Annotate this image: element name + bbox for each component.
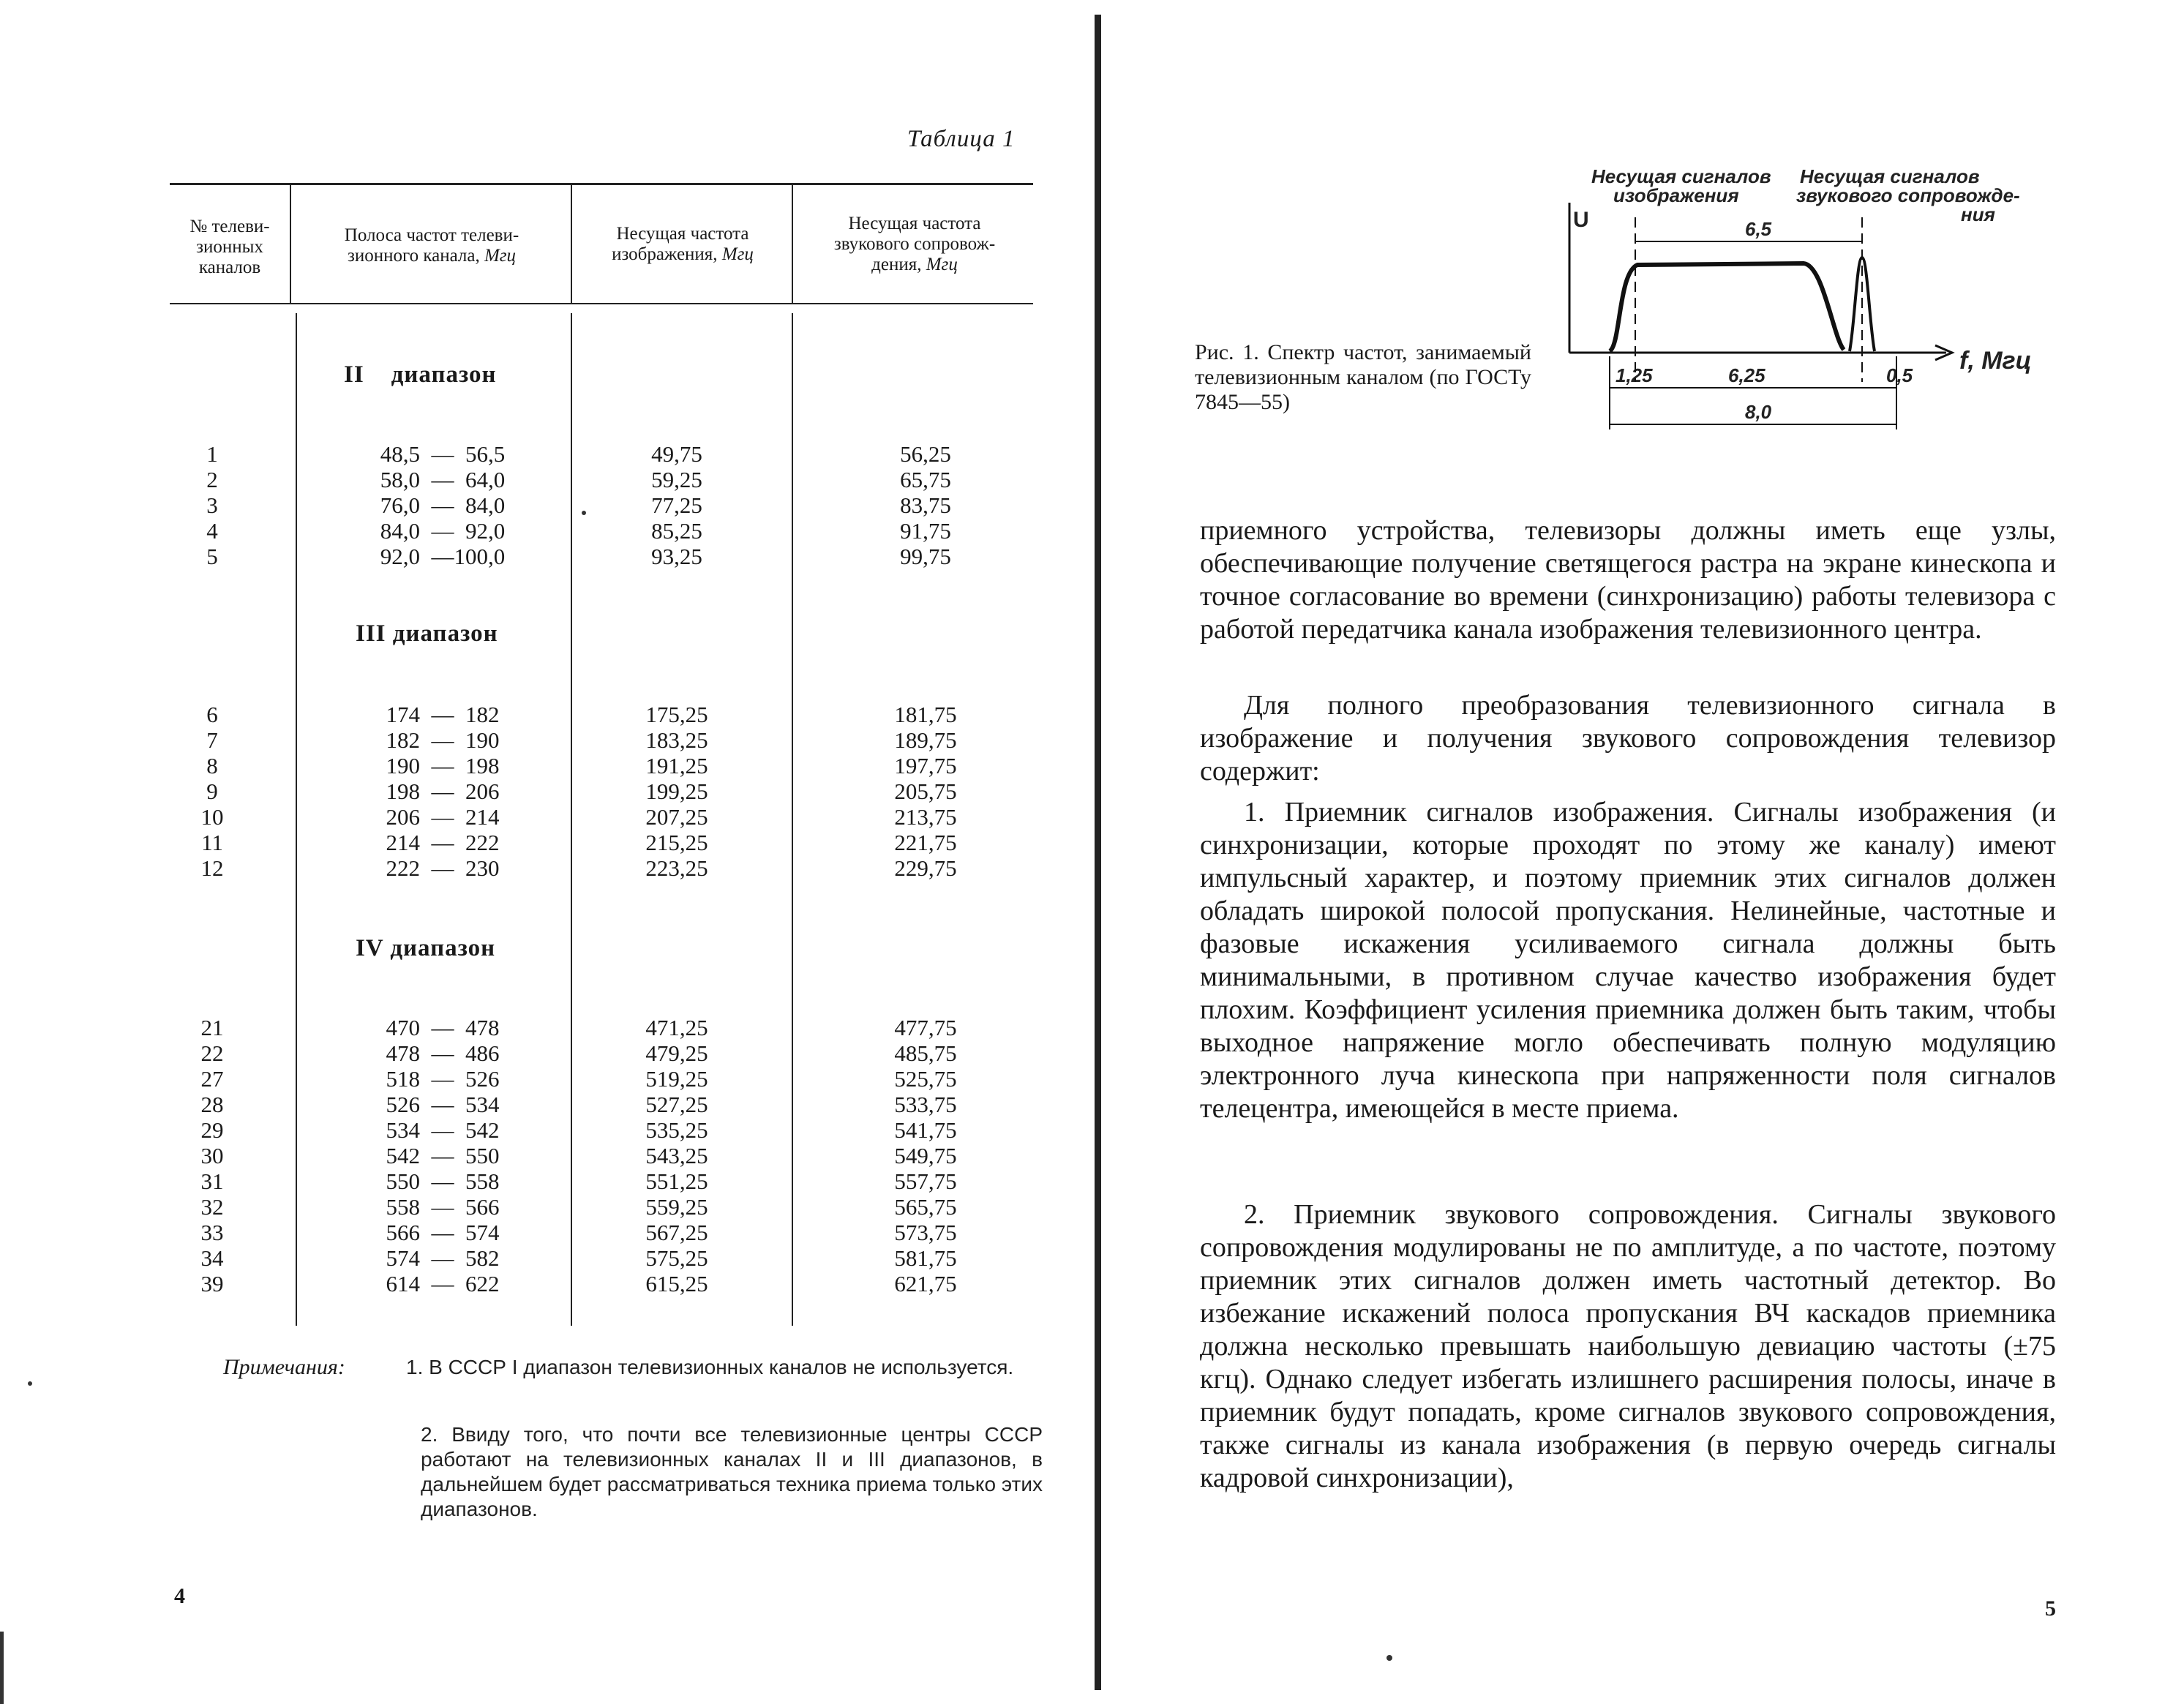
channel-number: 8 — [206, 753, 218, 778]
paragraph-continuation: приемного устройства, телевизоры должны иметь еще узлы, обеспечивающие получение светящегося растра на экране кинескопа и точное согласование во времени (синхронизацию) работы телевизора с работой передатчика канала изображения телевизионного центра. — [1200, 515, 2056, 645]
sound-carrier: 83,75 — [900, 492, 951, 518]
frequency-band: 614 — 622 — [386, 1271, 500, 1296]
image-carrier: 567,25 — [645, 1220, 708, 1245]
page-edge-shadow — [0, 1632, 4, 1704]
image-carrier: 615,25 — [645, 1271, 708, 1296]
sound-carrier: 56,25 — [900, 441, 951, 467]
column-divider — [296, 313, 297, 1326]
label-sound-carrier-line3: ния — [1961, 203, 1995, 225]
header-image-carrier: Несущая частота изображения, Мгц — [612, 224, 754, 264]
section-title: IV диапазон — [356, 935, 496, 961]
frequency-band: 198 — 206 — [386, 778, 500, 804]
image-carrier: 49,75 — [651, 441, 702, 467]
frequency-band: 190 — 198 — [386, 753, 500, 778]
frequency-band: 526 — 534 — [386, 1092, 500, 1117]
sound-carrier: 181,75 — [894, 702, 957, 727]
channel-number: 12 — [200, 855, 224, 881]
dim-carrier-spacing: 6,5 — [1745, 218, 1772, 240]
sound-carrier: 581,75 — [894, 1245, 957, 1271]
image-carrier: 479,25 — [645, 1040, 708, 1066]
image-carrier: 471,25 — [645, 1015, 708, 1040]
channel-number: 21 — [200, 1015, 224, 1040]
label-sound-carrier-line2: звукового сопровожде- — [1796, 184, 2020, 206]
frequency-band: 478 — 486 — [386, 1040, 500, 1066]
image-carrier: 93,25 — [651, 544, 702, 569]
label-sound-carrier-line1: Несущая сигналов — [1800, 165, 1980, 187]
dim-middle: 6,25 — [1728, 364, 1765, 386]
frequency-band: 534 — 542 — [386, 1117, 500, 1143]
sound-carrier: 525,75 — [894, 1066, 957, 1092]
channel-number: 11 — [201, 830, 223, 855]
sound-carrier: 573,75 — [894, 1220, 957, 1245]
frequency-band: 518 — 526 — [386, 1066, 500, 1092]
page-number: 4 — [174, 1584, 185, 1608]
frequency-band: 206 — 214 — [386, 804, 500, 830]
sound-carrier: 541,75 — [894, 1117, 957, 1143]
frequency-band: 214 — 222 — [386, 830, 500, 855]
channel-number: 30 — [200, 1143, 224, 1168]
sound-carrier: 485,75 — [894, 1040, 957, 1066]
sound-carrier: 91,75 — [900, 518, 951, 544]
sound-carrier: 189,75 — [894, 727, 957, 753]
image-carrier: 519,25 — [645, 1066, 708, 1092]
image-carrier: 527,25 — [645, 1092, 708, 1117]
label-image-carrier-line2: изображения — [1613, 184, 1739, 206]
sound-carrier: 197,75 — [894, 753, 957, 778]
column-divider — [792, 184, 793, 304]
sound-carrier: 65,75 — [900, 467, 951, 492]
column-divider — [792, 313, 793, 1326]
section-title: III диапазон — [356, 620, 498, 647]
sound-carrier: 621,75 — [894, 1271, 957, 1296]
image-carrier: 199,25 — [645, 778, 708, 804]
note-1: 1. В СССР I диапазон телевизионных каналов не используется. — [406, 1356, 1014, 1378]
channel-number: 1 — [206, 441, 218, 467]
image-carrier: 175,25 — [645, 702, 708, 727]
dim-total: 8,0 — [1745, 401, 1772, 423]
book-spine — [1095, 15, 1101, 1690]
sound-carrier: 477,75 — [894, 1015, 957, 1040]
dim-upper-edge: 0,5 — [1886, 364, 1913, 386]
dim-lower-edge: 1,25 — [1616, 364, 1653, 386]
frequency-band: 58,0 — 64,0 — [380, 467, 506, 492]
table-caption: Таблица 1 — [907, 126, 1016, 152]
sound-carrier: 565,75 — [894, 1194, 957, 1220]
channel-number: 4 — [206, 518, 218, 544]
note-2: 2. Ввиду того, что почти все телевизионные центры СССР работают на телевизионных каналах II и III диапазонов, в дальнейшем будет рассматриваться техника приема только этих диапазонов. — [421, 1423, 1043, 1520]
section-title: II диапазон — [344, 361, 497, 388]
frequency-band: 574 — 582 — [386, 1245, 500, 1271]
image-carrier: 559,25 — [645, 1194, 708, 1220]
paragraph-intro: Для полного преобразования телевизионного сигнала в изображение и получения звукового сопровождения телевизор содержит: — [1200, 690, 2056, 787]
paragraph-sound-receiver: 2. Приемник звукового сопровождения. Сигналы звукового сопровождения модулированы не по амплитуде, а по частоте, поэтому приемник этих сигналов должен иметь частотный детектор. Во избежание искажений полоса пропускания ВЧ каскадов приемника должна несколько превышать наибольшую девиацию частоты (±75 кгц). Однако следует избегать излишнего расширения полосы, иначе в приемник будут попадать, кроме сигналов звукового сопровождения, также сигналы из канала изображения (в первую очередь сигналы кадровой синхронизации), — [1200, 1199, 2056, 1493]
label-image-carrier-line1: Несущая сигналов — [1591, 165, 1771, 187]
speck — [28, 1381, 32, 1386]
image-carrier: 59,25 — [651, 467, 702, 492]
table-top-rule — [170, 183, 1033, 185]
image-carrier: 215,25 — [645, 830, 708, 855]
axis-f-label: f, Мгц — [1959, 347, 2032, 375]
page-number: 5 — [2045, 1596, 2056, 1621]
sound-carrier: 229,75 — [894, 855, 957, 881]
sound-carrier: 213,75 — [894, 804, 957, 830]
column-divider — [571, 313, 572, 1326]
image-carrier: 551,25 — [645, 1168, 708, 1194]
column-divider — [290, 184, 291, 304]
image-carrier: 535,25 — [645, 1117, 708, 1143]
frequency-band: 76,0 — 84,0 — [380, 492, 506, 518]
channel-number: 39 — [200, 1271, 224, 1296]
notes-label: Примечания: — [223, 1355, 345, 1379]
channel-number: 7 — [206, 727, 218, 753]
image-carrier: 575,25 — [645, 1245, 708, 1271]
axis-u-label: U — [1573, 208, 1589, 232]
image-carrier: 543,25 — [645, 1143, 708, 1168]
channel-number: 32 — [200, 1194, 224, 1220]
header-sound-carrier: Несущая частота звукового сопровож- дения, Мгц — [833, 214, 996, 274]
channel-number: 33 — [200, 1220, 224, 1245]
image-spectrum-curve — [1610, 263, 1844, 351]
image-carrier: 223,25 — [645, 855, 708, 881]
image-carrier: 85,25 — [651, 518, 702, 544]
image-carrier: 183,25 — [645, 727, 708, 753]
frequency-band: 182 — 190 — [386, 727, 500, 753]
frequency-band: 222 — 230 — [386, 855, 500, 881]
header-frequency-band: Полоса частот телеви- зионного канала, Мгц — [344, 225, 519, 266]
frequency-band: 470 — 478 — [386, 1015, 500, 1040]
channel-number: 29 — [200, 1117, 224, 1143]
sound-carrier: 533,75 — [894, 1092, 957, 1117]
channel-number: 31 — [200, 1168, 224, 1194]
spectrum-diagram — [1551, 162, 2049, 440]
frequency-band: 542 — 550 — [386, 1143, 500, 1168]
sound-carrier: 99,75 — [900, 544, 951, 569]
channel-number: 28 — [200, 1092, 224, 1117]
channel-number: 10 — [200, 804, 224, 830]
speck — [1386, 1655, 1392, 1661]
frequency-band: 558 — 566 — [386, 1194, 500, 1220]
channel-number: 9 — [206, 778, 218, 804]
image-carrier: 207,25 — [645, 804, 708, 830]
sound-carrier: 557,75 — [894, 1168, 957, 1194]
frequency-band: 84,0 — 92,0 — [380, 518, 506, 544]
table-header-rule — [170, 303, 1033, 304]
channel-number: 34 — [200, 1245, 224, 1271]
sound-carrier: 205,75 — [894, 778, 957, 804]
figure-caption: Рис. 1. Спектр частот, занимаемый телевизионным каналом (по ГОСТу 7845—55) — [1195, 340, 1531, 414]
frequency-band: 92,0 —100,0 — [380, 544, 506, 569]
frequency-band: 48,5 — 56,5 — [380, 441, 506, 467]
channel-number: 2 — [206, 467, 218, 492]
column-divider — [571, 184, 572, 304]
frequency-band: 566 — 574 — [386, 1220, 500, 1245]
frequency-band: 174 — 182 — [386, 702, 500, 727]
channel-number: 3 — [206, 492, 218, 518]
channel-number: 5 — [206, 544, 218, 569]
channel-number: 6 — [206, 702, 218, 727]
sound-carrier: 221,75 — [894, 830, 957, 855]
channel-number: 27 — [200, 1066, 224, 1092]
image-carrier: 77,25 — [651, 492, 702, 518]
paragraph-image-receiver: 1. Приемник сигналов изображения. Сигналы изображения (и синхронизации, которые проходят по этому же каналу) имеют импульсный характер, и поэтому приемник этих сигналов должен обладать широкой полосой пропускания. Нелинейные, частотные и фазовые искажения усиливаемого сигнала должны быть минимальными, в противном случае качество изображения будет плохим. Коэффициент усиления приемника должен быть таким, чтобы выходное напряжение могло обеспечивать полную модуляцию электронного луча кинескопа при напряженности поля сигналов телецентра, имеющейся в месте приема. — [1200, 797, 2056, 1124]
image-carrier: 191,25 — [645, 753, 708, 778]
header-channel-no: № телеви- зионных каналов — [189, 217, 270, 277]
sound-carrier: 549,75 — [894, 1143, 957, 1168]
channel-number: 22 — [200, 1040, 224, 1066]
frequency-band: 550 — 558 — [386, 1168, 500, 1194]
